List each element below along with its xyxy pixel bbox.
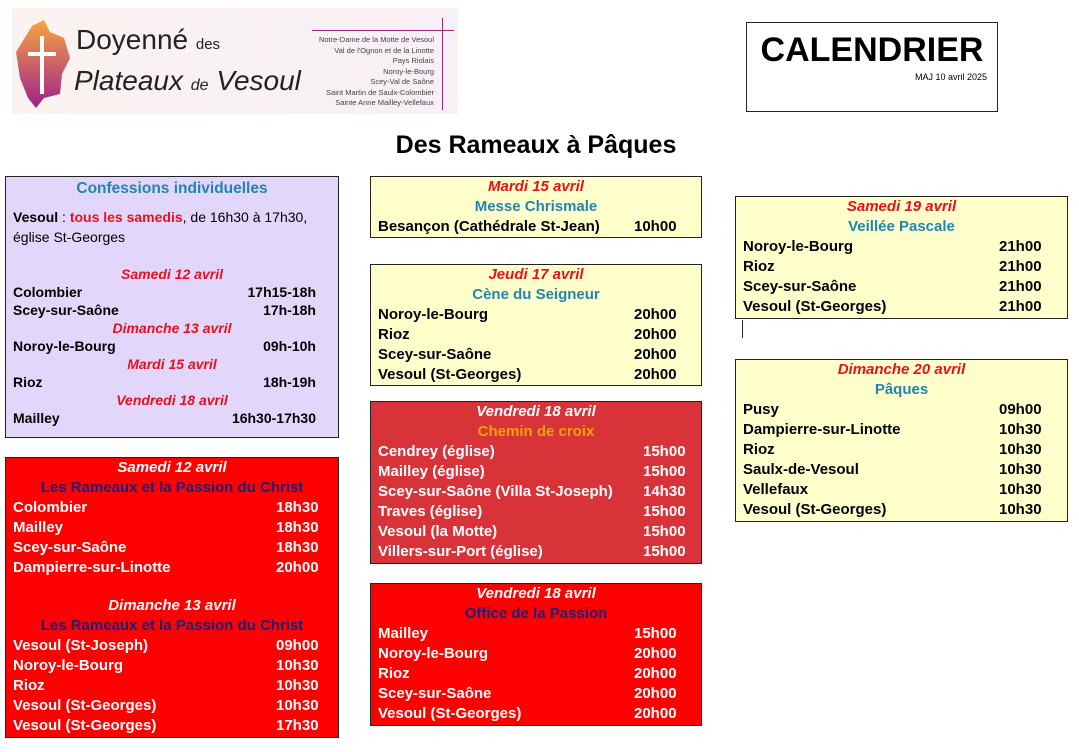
time: 18h-19h [263,374,316,390]
place-name: Vesoul (St-Georges) [13,717,157,734]
confessions-box [5,176,339,438]
time: 15h00 [643,443,686,460]
service-title: Pâques [874,381,929,398]
logo-text: Doyenné [76,24,189,55]
place-name: Rioz [743,258,775,275]
confessions-title: Confessions individuelles [76,180,268,197]
chrismale-box [370,176,702,238]
office-box [370,583,702,726]
place-name: Vesoul (St-Georges) [13,697,157,714]
time: 20h00 [634,685,677,702]
service-title: Messe Chrismale [474,198,598,215]
place-name: Rioz [13,677,45,694]
place-name: Mailley (église) [378,463,485,480]
vigile-box [735,196,1068,319]
schedule-row [371,345,701,365]
schedule-row [371,217,701,237]
schedule-row [6,283,338,301]
schedule-row [6,676,338,696]
calendar-title: CALENDRIER [760,31,984,69]
schedule-row [6,373,338,391]
time: 10h30 [276,657,319,674]
divider [742,320,743,338]
intro-rest: , de 16h30 à 17h30, église St-Georges [13,209,308,245]
schedule-row [371,664,701,684]
place-name: Vesoul (la Motte) [378,523,498,540]
group-date: Samedi 12 avril [117,459,227,476]
schedule-row [371,704,701,724]
schedule-row [6,716,338,736]
time: 10h30 [999,461,1042,478]
group-date: Mardi 15 avril [127,356,217,372]
time: 20h00 [634,346,677,363]
place-name: Villers-sur-Port (église) [378,543,543,560]
parish-name: Notre-Dame de la Motte de Vesoul [318,35,434,44]
logo-text: des [195,36,221,53]
group-date: Dimanche 13 avril [112,320,232,336]
time: 10h30 [999,441,1042,458]
service-title: Chemin de croix [477,423,595,440]
chemin-box [370,401,702,564]
place-name: Noroy-le-Bourg [378,645,488,662]
group-date: Jeudi 17 avril [488,266,584,283]
place-name: Rioz [378,665,410,682]
schedule-row [371,365,701,385]
time: 18h30 [276,519,319,536]
place-name: Traves (église) [378,503,483,520]
schedule-row [736,277,1067,297]
time: 10h30 [999,421,1042,438]
schedule-row [371,462,701,482]
place-name: Cendrey (église) [378,443,495,460]
group-date: Samedi 19 avril [846,198,957,215]
place-name: Rioz [13,374,43,390]
schedule-row [6,301,338,319]
time: 10h30 [276,677,319,694]
time: 17h30 [276,717,319,734]
schedule-row [736,500,1067,520]
confessions-intro [6,199,338,265]
place-name: Mailley [13,519,64,536]
place-name: Scey-sur-Saône [13,539,127,556]
page-title: Des Rameaux à Pâques [395,131,677,159]
paques-box [735,359,1068,522]
logo-text: de [190,77,209,94]
time: 15h00 [643,543,686,560]
schedule-row [736,400,1067,420]
time: 21h00 [999,258,1042,275]
diocese-map-cross-icon [14,18,74,108]
place-name: Mailley [13,410,60,426]
schedule-row [736,440,1067,460]
place-name: Dampierre-sur-Linotte [13,559,171,576]
group-date: Vendredi 18 avril [476,403,596,420]
schedule-row [371,542,701,562]
schedule-row [371,522,701,542]
group-date: Vendredi 18 avril [476,585,596,602]
schedule-row [736,420,1067,440]
intro-place: Vesoul [13,209,59,225]
schedule-row [371,644,701,664]
schedule-row [6,498,338,518]
group-date: Vendredi 18 avril [116,392,228,408]
schedule-row [371,325,701,345]
time: 10h00 [634,218,677,235]
place-name: Vesoul (St-Joseph) [13,637,149,654]
schedule-row [6,696,338,716]
group-date: Mardi 15 avril [488,178,584,195]
time: 09h-10h [263,338,316,354]
place-name: Colombier [13,499,88,516]
service-title: Les Rameaux et la Passion du Christ [40,617,304,634]
schedule-row [371,482,701,502]
rameaux-box [5,457,339,738]
time: 09h00 [999,401,1042,418]
service-title: Les Rameaux et la Passion du Christ [40,479,304,496]
place-name: Vesoul (St-Georges) [378,705,522,722]
parish-name: Noroy-le-Bourg [383,66,434,76]
parish-name: Val de l'Ognon et de la Linotte [334,45,434,55]
schedule-row [371,502,701,522]
schedule-row [371,684,701,704]
time: 20h00 [634,645,677,662]
intro-highlight: tous les samedis [69,209,183,225]
time: 15h00 [643,523,686,540]
time: 18h30 [276,539,319,556]
time: 15h00 [643,503,686,520]
time: 15h00 [634,625,677,642]
logo-banner [12,8,458,114]
place-name: Scey-sur-Saône [378,685,492,702]
service-title: Veillée Pascale [848,218,955,235]
place-name: Scey-sur-Saône [378,346,492,363]
schedule-row [6,656,338,676]
time: 17h-18h [263,302,316,318]
group-date: Samedi 12 avril [121,266,223,282]
time: 21h00 [999,298,1042,315]
logo-text: Plateaux [74,65,183,96]
place-name: Scey-sur-Saône [743,278,857,295]
place-name: Vesoul (St-Georges) [743,501,887,518]
place-name: Colombier [13,284,83,300]
schedule-row [736,297,1067,317]
update-date: MAJ 10 avril 2025 [914,72,987,82]
schedule-row [736,237,1067,257]
time: 16h30-17h30 [231,410,316,426]
place-name: Scey-sur-Saône [13,302,119,318]
logo-text: Vesoul [216,65,301,96]
time: 21h00 [999,238,1042,255]
time: 18h30 [276,499,319,516]
schedule-row [371,442,701,462]
time: 10h30 [999,501,1042,518]
time: 21h00 [999,278,1042,295]
place-name: Vesoul (St-Georges) [743,298,887,315]
schedule-row [6,337,338,355]
place-name: Saulx-de-Vesoul [743,461,859,478]
time: 14h30 [643,483,686,500]
schedule-row [371,624,701,644]
schedule-row [6,636,338,656]
place-name: Mailley [378,625,429,642]
place-name: Vellefaux [743,481,809,498]
schedule-row [6,558,338,578]
schedule-row [6,538,338,558]
place-name: Pusy [743,401,779,418]
place-name: Noroy-le-Bourg [743,238,853,255]
place-name: Dampierre-sur-Linotte [743,421,901,438]
calendar-box [746,22,998,112]
schedule-row [6,518,338,538]
place-name: Rioz [378,326,410,343]
time: 20h00 [634,705,677,722]
schedule-row [736,257,1067,277]
time: 20h00 [634,366,677,383]
parish-list [319,35,434,109]
place-name: Noroy-le-Bourg [13,338,116,354]
time: 17h15-18h [247,284,316,300]
cene-box [370,264,702,386]
schedule-row [736,460,1067,480]
service-title: Office de la Passion [464,605,608,622]
place-name: Rioz [743,441,775,458]
schedule-row [736,480,1067,500]
time: 09h00 [276,637,319,654]
parish-name: Saint Martin de Saulx-Colombier [326,87,434,97]
time: 20h00 [634,665,677,682]
group-date: Dimanche 20 avril [837,361,966,378]
intro-sep: : [58,209,70,225]
place-name: Noroy-le-Bourg [378,306,488,323]
parish-name: Sainte Anne Mailley-Vellefaux [335,98,434,107]
schedule-row [371,305,701,325]
place-name: Besançon (Cathédrale St-Jean) [378,218,600,235]
time: 20h00 [276,559,319,576]
time: 10h30 [999,481,1042,498]
service-title: Cène du Seigneur [472,286,600,303]
place-name: Noroy-le-Bourg [13,657,123,674]
time: 20h00 [634,326,677,343]
parish-name: Scey-Val de Saône [370,77,434,86]
place-name: Scey-sur-Saône (Villa St-Joseph) [378,483,613,500]
place-name: Vesoul (St-Georges) [378,366,522,383]
time: 20h00 [634,306,677,323]
time: 15h00 [643,463,686,480]
time: 10h30 [276,697,319,714]
parish-name: Pays Riolais [392,56,434,65]
schedule-row [6,409,338,427]
spacer [6,578,338,596]
group-date: Dimanche 13 avril [108,597,236,614]
